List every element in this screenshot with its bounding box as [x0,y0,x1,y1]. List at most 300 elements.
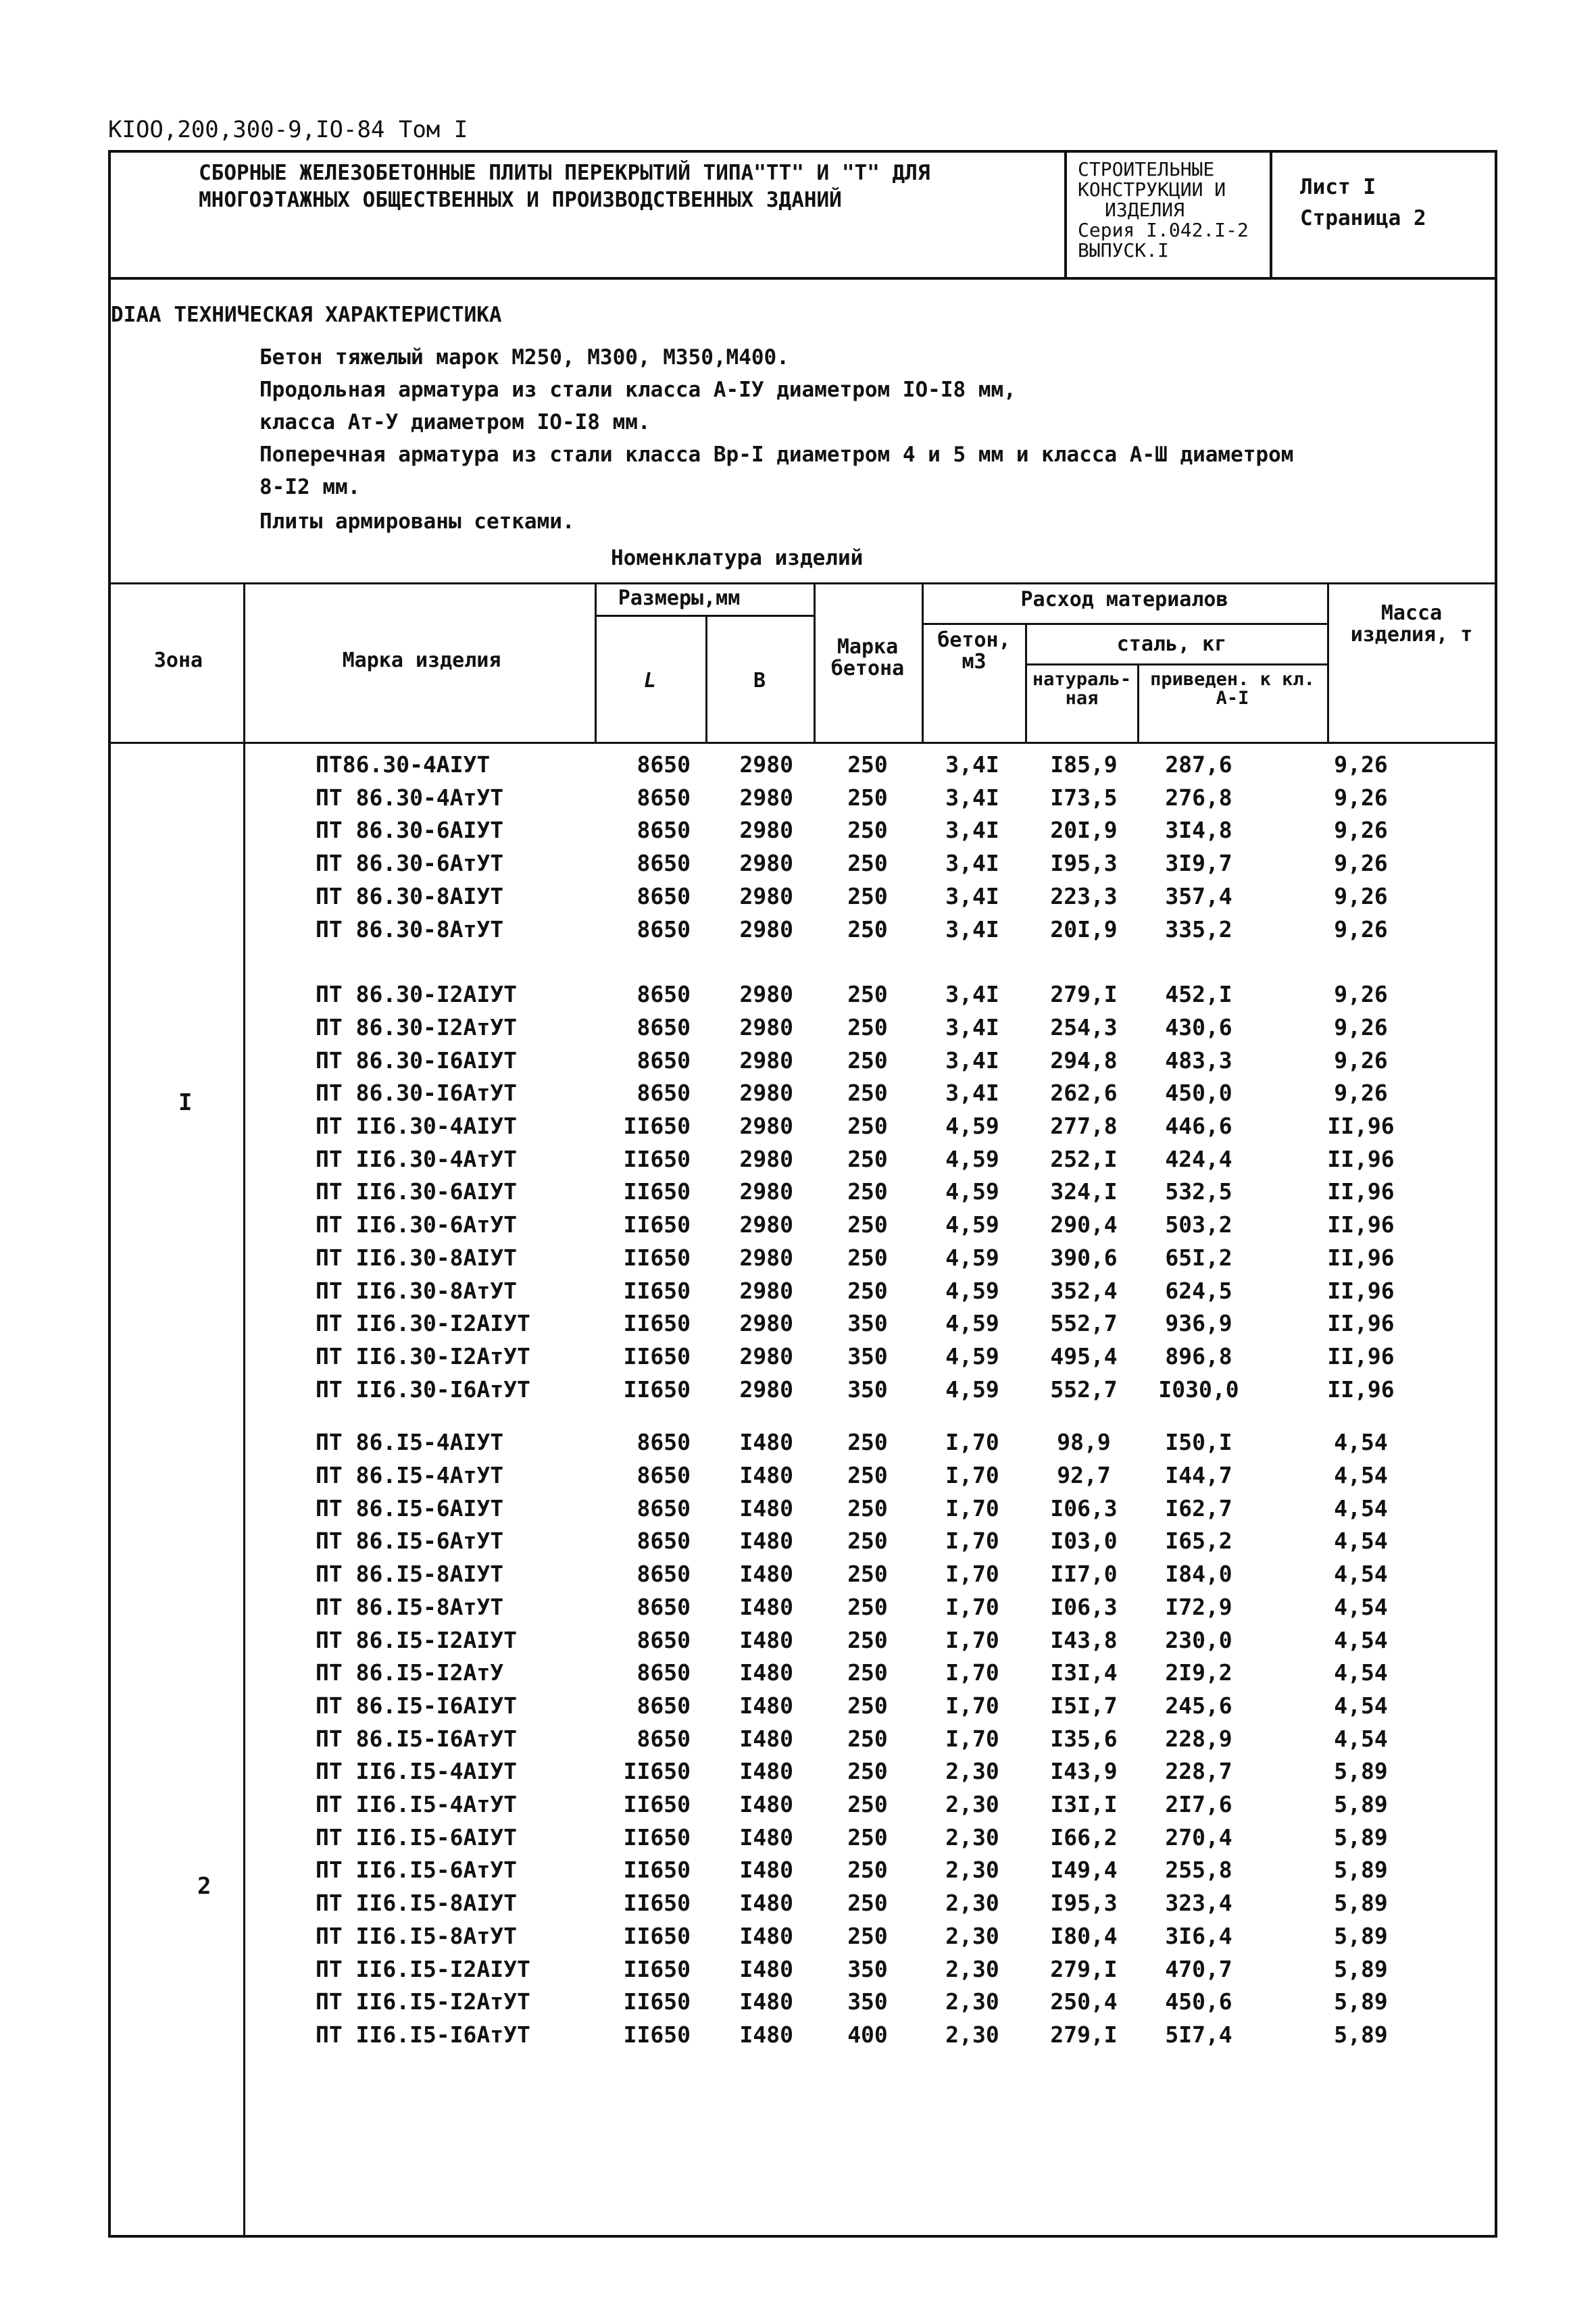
cell-steel-natural: I5I,7 [1050,1692,1118,1719]
cell-width: I480 [739,1462,793,1488]
cell-steel-natural: 279,I [1050,2021,1118,2048]
cell-grade: 250 [847,1080,888,1107]
cell-steel-reduced: 2I7,6 [1165,1791,1232,1817]
cell-width: 2980 [739,850,793,877]
cell-concrete: I,70 [945,1626,999,1653]
cell-grade: 250 [847,1145,888,1172]
cell-steel-natural: 552,7 [1050,1310,1118,1337]
cell-steel-reduced: I50,I [1165,1429,1232,1456]
cell-grade: 250 [847,1013,888,1040]
cell-steel-natural: I35,6 [1050,1725,1118,1752]
cell-steel-reduced: 424,4 [1165,1145,1232,1172]
table-border [1327,582,1329,742]
cell-mark: ПТ II6.30-8АтУТ [316,1277,518,1304]
cell-length: II650 [623,1342,691,1369]
cell-width: 2980 [739,1376,793,1403]
cell-steel-reduced: 450,6 [1165,1988,1232,2015]
cell-grade: 250 [847,850,888,877]
cell-mark: ПТ II6.30-6АIУТ [316,1178,518,1205]
spec-line: Бетон тяжелый марок М250, М300, М350,М400. [259,345,789,370]
cell-mark: ПТ 86.30-6АтУТ [316,850,504,877]
cell-length: II650 [623,1791,691,1817]
cell-length: II650 [623,1310,691,1337]
cell-grade: 250 [847,1659,888,1686]
cell-length: II650 [623,1211,691,1238]
cell-mass: 4,54 [1334,1494,1388,1521]
header-zone: Зона [153,649,203,672]
cell-mark: ПТ 86.I5-4АIУТ [316,1429,504,1456]
title-line-1: СБОРНЫЕ ЖЕЛЕЗОБЕТОННЫЕ ПЛИТЫ ПЕРЕКРЫТИЙ ТИПА"ТТ" И "Т" ДЛЯ [199,161,930,185]
cell-concrete: 4,59 [945,1145,999,1172]
cell-steel-natural: 390,6 [1050,1244,1118,1271]
cell-steel-natural: I3I,4 [1050,1659,1118,1686]
cell-length: II650 [623,1988,691,2015]
series-block [1064,153,1272,277]
cell-concrete: 4,59 [945,1178,999,1205]
cell-concrete: 4,59 [945,1376,999,1403]
cell-grade: 250 [847,1692,888,1719]
cell-concrete: I,70 [945,1494,999,1521]
cell-mass: 4,54 [1334,1528,1388,1555]
cell-mass: 9,26 [1334,751,1388,778]
cell-mark: ПТ 86.30-I2АIУТ [316,981,518,1008]
cell-concrete: 2,30 [945,2021,999,2048]
cell-width: I480 [739,1890,793,1917]
cell-grade: 400 [847,2021,888,2048]
cell-steel-reduced: I030,0 [1158,1376,1239,1403]
cell-mass: 5,89 [1334,1857,1388,1884]
cell-width: I480 [739,1692,793,1719]
cell-steel-natural: 279,I [1050,1955,1118,1982]
cell-steel-natural: 20I,9 [1050,817,1118,844]
cell-concrete: I,70 [945,1429,999,1456]
cell-width: 2980 [739,1080,793,1107]
cell-concrete: 4,59 [945,1244,999,1271]
cell-mark: ПТ II6.I5-4АтУТ [316,1791,518,1817]
cell-mass: 9,26 [1334,850,1388,877]
cell-steel-reduced: 2I9,2 [1165,1659,1232,1686]
cell-width: 2980 [739,1145,793,1172]
cell-concrete: 3,4I [945,1047,999,1074]
cell-steel-natural: I66,2 [1050,1823,1118,1851]
table-caption: Номенклатура изделий [611,546,864,570]
cell-mark: ПТ 86.I5-I2АтУ [316,1659,504,1686]
cell-grade: 250 [847,1725,888,1752]
cell-grade: 250 [847,1462,888,1488]
cell-mark: ПТ 86.I5-6АIУТ [316,1494,504,1521]
title-block [111,153,1495,280]
cell-width: I480 [739,1561,793,1588]
document-frame [108,150,1497,2238]
cell-grade: 250 [847,1429,888,1456]
cell-steel-reduced: 287,6 [1165,751,1232,778]
cell-steel-natural: 250,4 [1050,1988,1118,2015]
cell-width: 2980 [739,882,793,909]
cell-mark: ПТ 86.30-8АIУТ [316,882,504,909]
header-reduced: приведен. к кл. А-I [1150,669,1315,709]
cell-width: 2980 [739,915,793,942]
cell-mark: ПТ 86.I5-6АтУТ [316,1528,504,1555]
cell-concrete: 2,30 [945,1890,999,1917]
cell-length: 8650 [637,1462,691,1488]
sheet-info [1300,172,1426,234]
cell-steel-natural: 277,8 [1050,1113,1118,1139]
series-line: ВЫПУСК.I [1078,239,1169,261]
header-mark: Марка изделия [342,649,501,672]
cell-grade: 250 [847,1277,888,1304]
cell-width: 2980 [739,1047,793,1074]
cell-steel-reduced: 3I4,8 [1165,817,1232,844]
cell-steel-reduced: 276,8 [1165,784,1232,811]
cell-concrete: 3,4I [945,850,999,877]
cell-mass: 5,89 [1334,2021,1388,2048]
cell-steel-reduced: 230,0 [1165,1626,1232,1653]
cell-mark: ПТ 86.I5-8АтУТ [316,1593,504,1620]
cell-mark: ПТ II6.30-4АтУТ [316,1145,518,1172]
cell-width: I480 [739,1922,793,1949]
cell-width: 2980 [739,1310,793,1337]
table-border [111,742,1495,744]
spec-line: Плиты армированы сетками. [259,509,575,534]
cell-concrete: 2,30 [945,1955,999,1982]
table-border [922,623,1327,625]
cell-concrete: 3,4I [945,784,999,811]
header-concrete: бетон, м3 [937,628,1011,674]
cell-concrete: 3,4I [945,1080,999,1107]
header-dimensions: Размеры,мм [618,586,741,610]
cell-length: II650 [623,1922,691,1949]
cell-mark: ПТ II6.30-4АIУТ [316,1113,518,1139]
cell-steel-reduced: 65I,2 [1165,1244,1232,1271]
cell-mass: 9,26 [1334,784,1388,811]
cell-mark: ПТ 86.30-I2АтУТ [316,1013,518,1040]
cell-steel-natural: I06,3 [1050,1494,1118,1521]
cell-mass: 5,89 [1334,1890,1388,1917]
cell-length: 8650 [637,1494,691,1521]
header-width: B [753,669,766,693]
cell-steel-natural: 290,4 [1050,1211,1118,1238]
cell-mark: ПТ II6.I5-I2АIУТ [316,1955,530,1982]
cell-width: I480 [739,1626,793,1653]
cell-width: I480 [739,1725,793,1752]
spec-line: Продольная арматура из стали класса А-IУ диаметром IО-I8 мм, [259,378,1016,402]
cell-grade: 250 [847,915,888,942]
document-title [199,159,1158,213]
cell-concrete: 3,4I [945,981,999,1008]
cell-mark: ПТ II6.30-8АIУТ [316,1244,518,1271]
cell-steel-reduced: I65,2 [1165,1528,1232,1555]
cell-mass: II,96 [1327,1376,1395,1403]
series-line: СТРОИТЕЛЬНЫЕ [1078,158,1215,180]
cell-concrete: 2,30 [945,1922,999,1949]
cell-grade: 250 [847,1494,888,1521]
header-steel: сталь, кг [1116,632,1227,656]
cell-grade: 250 [847,1178,888,1205]
cell-grade: 350 [847,1376,888,1403]
cell-concrete: I,70 [945,1692,999,1719]
cell-concrete: 4,59 [945,1113,999,1139]
cell-length: 8650 [637,882,691,909]
cell-mass: 4,54 [1334,1429,1388,1456]
cell-length: 8650 [637,817,691,844]
table-border [1025,623,1027,742]
cell-concrete: I,70 [945,1528,999,1555]
cell-mass: II,96 [1327,1178,1395,1205]
cell-width: I480 [739,1988,793,2015]
cell-width: I480 [739,2021,793,2048]
cell-length: 8650 [637,1528,691,1555]
cell-length: 8650 [637,1429,691,1456]
cell-mass: 9,26 [1334,981,1388,1008]
cell-steel-natural: I95,3 [1050,850,1118,877]
cell-width: I480 [739,1429,793,1456]
cell-concrete: 3,4I [945,817,999,844]
cell-mass: 4,54 [1334,1692,1388,1719]
cell-mark: ПТ II6.I5-6АтУТ [316,1857,518,1884]
cell-mass: 4,54 [1334,1626,1388,1653]
cell-steel-natural: I49,4 [1050,1857,1118,1884]
cell-length: II650 [623,1178,691,1205]
cell-mark: ПТ 86.I5-I6АтУТ [316,1725,518,1752]
series-line: КОНСТРУКЦИИ И [1078,178,1226,201]
page-number: Страница 2 [1300,206,1426,230]
cell-grade: 250 [847,1244,888,1271]
cell-steel-reduced: 245,6 [1165,1692,1232,1719]
cell-steel-natural: I43,8 [1050,1626,1118,1653]
cell-steel-natural: 92,7 [1057,1462,1111,1488]
cell-length: 8650 [637,1013,691,1040]
cell-grade: 250 [847,1823,888,1851]
cell-steel-natural: I73,5 [1050,784,1118,811]
cell-mass: 4,54 [1334,1659,1388,1686]
cell-length: 8650 [637,1080,691,1107]
table-border [1025,663,1327,665]
table-border [243,582,245,2238]
cell-concrete: 2,30 [945,1758,999,1785]
cell-width: 2980 [739,1342,793,1369]
cell-steel-natural: I43,9 [1050,1758,1118,1785]
cell-mass: 9,26 [1334,1080,1388,1107]
cell-mass: 4,54 [1334,1593,1388,1620]
cell-width: I480 [739,1659,793,1686]
cell-width: 2980 [739,1013,793,1040]
cell-mark: ПТ 86.I5-4АтУТ [316,1462,504,1488]
zone-label: 2 [197,1873,211,1900]
cell-mass: 9,26 [1334,882,1388,909]
cell-steel-natural: I06,3 [1050,1593,1118,1620]
cell-grade: 250 [847,1857,888,1884]
cell-steel-natural: I3I,I [1050,1791,1118,1817]
cell-mass: 5,89 [1334,1823,1388,1851]
cell-steel-reduced: 503,2 [1165,1211,1232,1238]
cell-grade: 250 [847,1791,888,1817]
cell-mass: 5,89 [1334,1988,1388,2015]
cell-concrete: I,70 [945,1593,999,1620]
cell-concrete: 2,30 [945,1857,999,1884]
table-border [595,615,814,617]
cell-mass: 9,26 [1334,915,1388,942]
cell-steel-reduced: 483,3 [1165,1047,1232,1074]
cell-steel-reduced: I62,7 [1165,1494,1232,1521]
series-line: Серия I.042.I-2 [1078,219,1249,241]
cell-steel-reduced: I44,7 [1165,1462,1232,1488]
cell-length: II650 [623,1277,691,1304]
cell-concrete: 2,30 [945,1988,999,2015]
cell-concrete: 3,4I [945,882,999,909]
table-border [814,582,816,742]
cell-grade: 250 [847,751,888,778]
cell-mass: 4,54 [1334,1462,1388,1488]
cell-width: 2980 [739,784,793,811]
cell-steel-reduced: 255,8 [1165,1857,1232,1884]
cell-length: II650 [623,1145,691,1172]
cell-mark: ПТ86.30-4АIУТ [316,751,491,778]
cell-steel-reduced: 624,5 [1165,1277,1232,1304]
cell-mark: ПТ 86.30-4АтУТ [316,784,504,811]
cell-mark: ПТ 86.I5-I6АIУТ [316,1692,518,1719]
cell-mass: II,96 [1327,1211,1395,1238]
cell-mark: ПТ II6.I5-8АтУТ [316,1922,518,1949]
cell-length: II650 [623,1244,691,1271]
cell-grade: 250 [847,1626,888,1653]
cell-grade: 250 [847,1211,888,1238]
sheet-number: Лист I [1300,175,1376,199]
cell-concrete: I,70 [945,1725,999,1752]
cell-length: 8650 [637,1692,691,1719]
cell-length: II650 [623,1376,691,1403]
cell-mark: ПТ II6.30-I6АтУТ [316,1376,530,1403]
cell-mark: ПТ 86.I5-I2АIУТ [316,1626,518,1653]
cell-width: 2980 [739,1277,793,1304]
cell-width: I480 [739,1955,793,1982]
cell-length: 8650 [637,784,691,811]
title-line-2: МНОГОЭТАЖНЫХ ОБЩЕСТВЕННЫХ И ПРОИЗВОДСТВЕННЫХ ЗДАНИЙ [199,188,842,212]
cell-mass: 5,89 [1334,1955,1388,1982]
cell-steel-reduced: 452,I [1165,981,1232,1008]
cell-grade: 250 [847,882,888,909]
cell-mass: 4,54 [1334,1561,1388,1588]
cell-grade: 250 [847,981,888,1008]
cell-concrete: 2,30 [945,1791,999,1817]
series-line: ИЗДЕЛИЯ [1105,199,1185,221]
section-title: DIAA ТЕХНИЧЕСКАЯ ХАРАКТЕРИСТИКА [111,303,502,327]
cell-steel-reduced: I84,0 [1165,1561,1232,1588]
cell-grade: 250 [847,1561,888,1588]
cell-width: I480 [739,1823,793,1851]
cell-steel-reduced: 450,0 [1165,1080,1232,1107]
cell-steel-reduced: 323,4 [1165,1890,1232,1917]
cell-length: II650 [623,1113,691,1139]
cell-width: I480 [739,1857,793,1884]
cell-width: I480 [739,1791,793,1817]
cell-steel-natural: 294,8 [1050,1047,1118,1074]
cell-steel-natural: 324,I [1050,1178,1118,1205]
cell-steel-reduced: 228,7 [1165,1758,1232,1785]
cell-grade: 350 [847,1310,888,1337]
cell-mark: ПТ 86.30-8АтУТ [316,915,504,942]
table-border [111,582,1495,584]
cell-grade: 350 [847,1955,888,1982]
cell-width: I480 [739,1494,793,1521]
cell-mark: ПТ II6.I5-I6АтУТ [316,2021,530,2048]
cell-steel-natural: 252,I [1050,1145,1118,1172]
cell-grade: 350 [847,1342,888,1369]
cell-length: 8650 [637,850,691,877]
cell-steel-reduced: I72,9 [1165,1593,1232,1620]
zone-label: I [178,1089,193,1116]
cell-mark: ПТ II6.I5-6АIУТ [316,1823,518,1851]
cell-length: 8650 [637,1047,691,1074]
cell-concrete: 3,4I [945,1013,999,1040]
cell-width: 2980 [739,1178,793,1205]
cell-steel-natural: 254,3 [1050,1013,1118,1040]
cell-mass: 5,89 [1334,1791,1388,1817]
cell-steel-natural: 552,7 [1050,1376,1118,1403]
cell-grade: 250 [847,1113,888,1139]
cell-mark: ПТ II6.30-I2АIУТ [316,1310,530,1337]
cell-length: 8650 [637,915,691,942]
cell-length: 8650 [637,1626,691,1653]
cell-steel-natural: I95,3 [1050,1890,1118,1917]
cell-length: 8650 [637,751,691,778]
cell-length: II650 [623,1890,691,1917]
cell-length: 8650 [637,981,691,1008]
cell-steel-reduced: 357,4 [1165,882,1232,909]
cell-grade: 250 [847,1758,888,1785]
document-reference: КIОО,200,300-9,IО-84 Том I [108,116,468,143]
cell-grade: 250 [847,784,888,811]
cell-mass: 9,26 [1334,1047,1388,1074]
cell-mass: 9,26 [1334,1013,1388,1040]
cell-width: 2980 [739,817,793,844]
cell-grade: 250 [847,1922,888,1949]
cell-width: I480 [739,1528,793,1555]
cell-width: 2980 [739,751,793,778]
table-border [1137,663,1139,742]
cell-length: II650 [623,1857,691,1884]
cell-mark: ПТ 86.30-I6АтУТ [316,1080,518,1107]
header-consumption: Расход материалов [1020,588,1228,611]
cell-mark: ПТ 86.30-6АIУТ [316,817,504,844]
spec-line: класса Ат-У диаметром IО-I8 мм. [259,410,651,434]
cell-mass: 9,26 [1334,817,1388,844]
cell-concrete: I,70 [945,1561,999,1588]
cell-width: I480 [739,1593,793,1620]
cell-mass: II,96 [1327,1277,1395,1304]
cell-steel-natural: II7,0 [1050,1561,1118,1588]
cell-steel-natural: I80,4 [1050,1922,1118,1949]
cell-mass: II,96 [1327,1244,1395,1271]
cell-steel-reduced: 228,9 [1165,1725,1232,1752]
spec-line: Поперечная арматура из стали класса Вр-I диаметром 4 и 5 мм и класса А-Ш диаметром [259,443,1294,467]
cell-mass: II,96 [1327,1113,1395,1139]
cell-concrete: 4,59 [945,1211,999,1238]
cell-mass: II,96 [1327,1145,1395,1172]
cell-steel-natural: I03,0 [1050,1528,1118,1555]
cell-mark: ПТ 86.30-I6АIУТ [316,1047,518,1074]
cell-steel-reduced: 896,8 [1165,1342,1232,1369]
cell-steel-reduced: 446,6 [1165,1113,1232,1139]
cell-steel-natural: 352,4 [1050,1277,1118,1304]
cell-steel-reduced: 5I7,4 [1165,2021,1232,2048]
cell-grade: 350 [847,1988,888,2015]
cell-length: 8650 [637,1659,691,1686]
cell-steel-natural: I85,9 [1050,751,1118,778]
cell-steel-reduced: 270,4 [1165,1823,1232,1851]
cell-mark: ПТ II6.I5-I2АтУТ [316,1988,530,2015]
cell-mark: ПТ 86.I5-8АIУТ [316,1561,504,1588]
cell-length: 8650 [637,1561,691,1588]
